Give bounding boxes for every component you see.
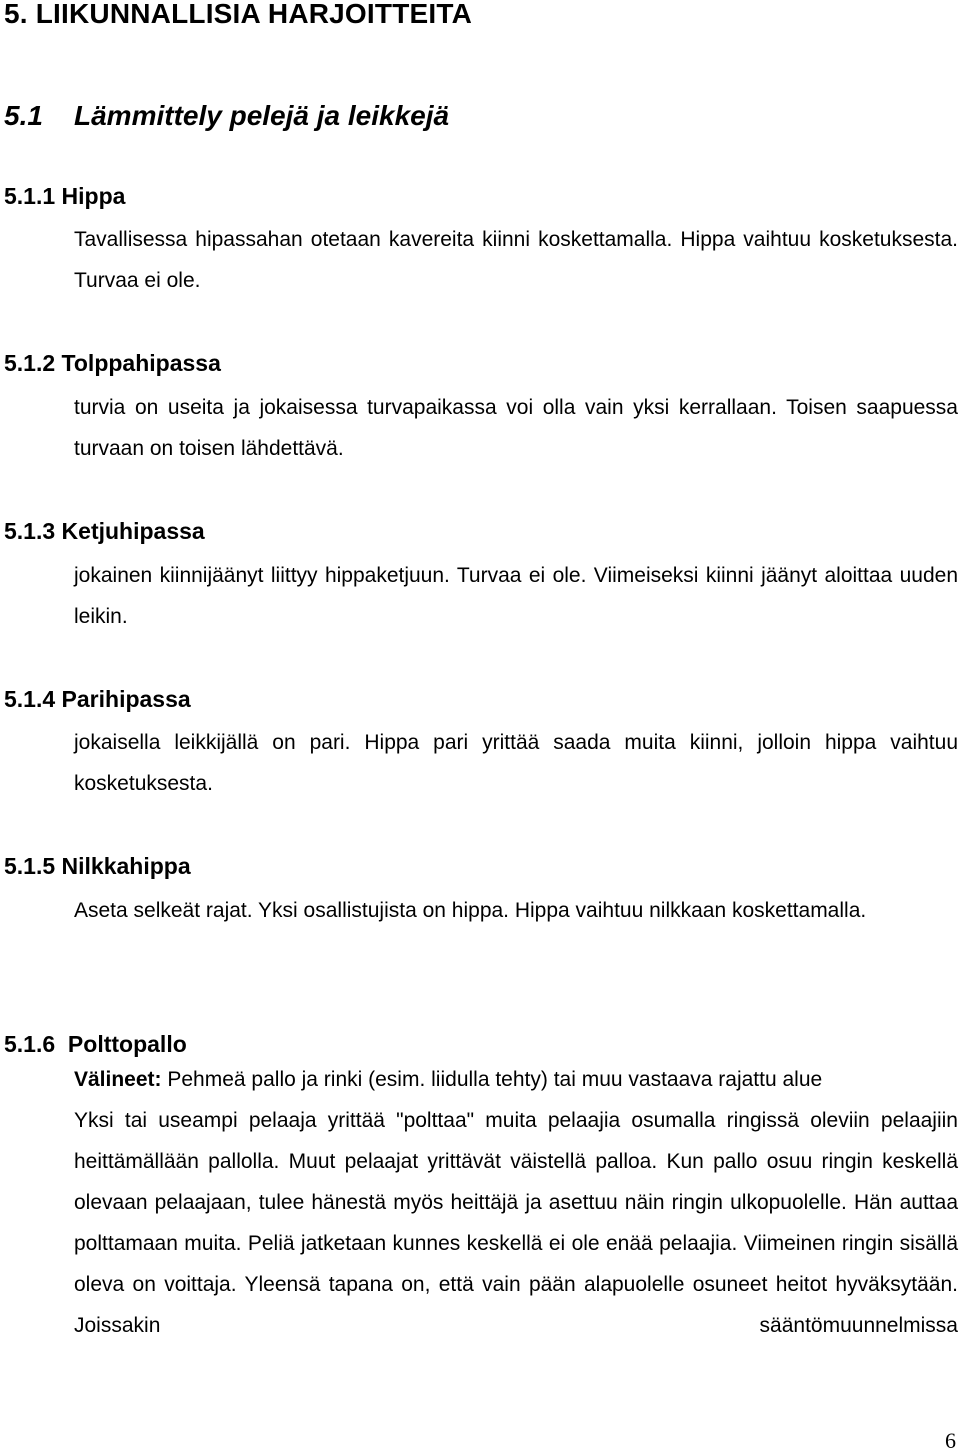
subsection-heading-hippa: 5.1.1 Hippa (4, 183, 126, 209)
equipment-label: Välineet: (74, 1068, 162, 1091)
equipment-text: Pehmeä pallo ja rinki (esim. liidulla tehty) tai muu vastaava rajattu alue (161, 1068, 823, 1091)
equipment-line (74, 1068, 822, 1092)
subsection-text-ketjuhipassa: jokainen kiinnijäänyt liittyy hippaketjuun. Turvaa ei ole. Viimeiseksi kiinni jäänyt aloittaa uuden leikin. (74, 564, 958, 628)
subsection-text-nilkkahippa: Aseta selkeät rajat. Yksi osallistujista on hippa. Hippa vaihtuu nilkkaan koskettamalla. (74, 899, 867, 922)
subsection-heading-parihipassa: 5.1.4 Parihipassa (4, 686, 191, 712)
subsection-heading-nilkkahippa: 5.1.5 Nilkkahippa (4, 853, 191, 879)
page-number: 6 (945, 1428, 956, 1453)
subsection-heading-ketjuhipassa: 5.1.3 Ketjuhipassa (4, 518, 205, 544)
section-title (4, 100, 449, 132)
section-number: 5.1 (4, 100, 43, 131)
subsection-text-hippa: Tavallisessa hipassahan otetaan kavereita kiinni koskettamalla. Hippa vaihtuu kosketuksesta. Turvaa ei ole. (74, 228, 958, 292)
subsection-heading-polttopallo: 5.1.6 Polttopallo (4, 1031, 187, 1057)
chapter-title: 5. LIIKUNNALLISIA HARJOITTEITA (4, 0, 472, 29)
subsection-text-tolppahipassa: turvia on useita ja jokaisessa turvapaikassa voi olla vain yksi kerrallaan. Toisen saapuessa turvaan on toisen lähdettävä. (74, 396, 958, 460)
subsection-text-polttopallo: Yksi tai useampi pelaaja yrittää "polttaa" muita pelaajia osumalla ringissä oleviin pelaajiin heittämällään pallolla. Muut pelaajat yrittävät väistellä palloa. Kun pallo osuu ringin keskellä olevaan pelaajaan, tulee hänestä myös heittäjä ja asettuu näin ringin ulkopuolelle. Hän auttaa polttamaan muita. Peliä jatketaan kunnes keskellä ei ole enää pelaajia. Viimeinen ringin sisällä oleva on voittaja. Yleensä tapana on, että vain pään alapuolelle osuneet heitot hyväksytään. Joissakin sääntömuunnelmissa (74, 1109, 958, 1337)
subsection-text-parihipassa: jokaisella leikkijällä on pari. Hippa pari yrittää saada muita kiinni, jolloin hippa vaihtuu kosketuksesta. (74, 731, 958, 795)
subsection-heading-tolppahipassa: 5.1.2 Tolppahipassa (4, 350, 221, 376)
section-title-text: Lämmittely pelejä ja leikkejä (74, 100, 450, 131)
